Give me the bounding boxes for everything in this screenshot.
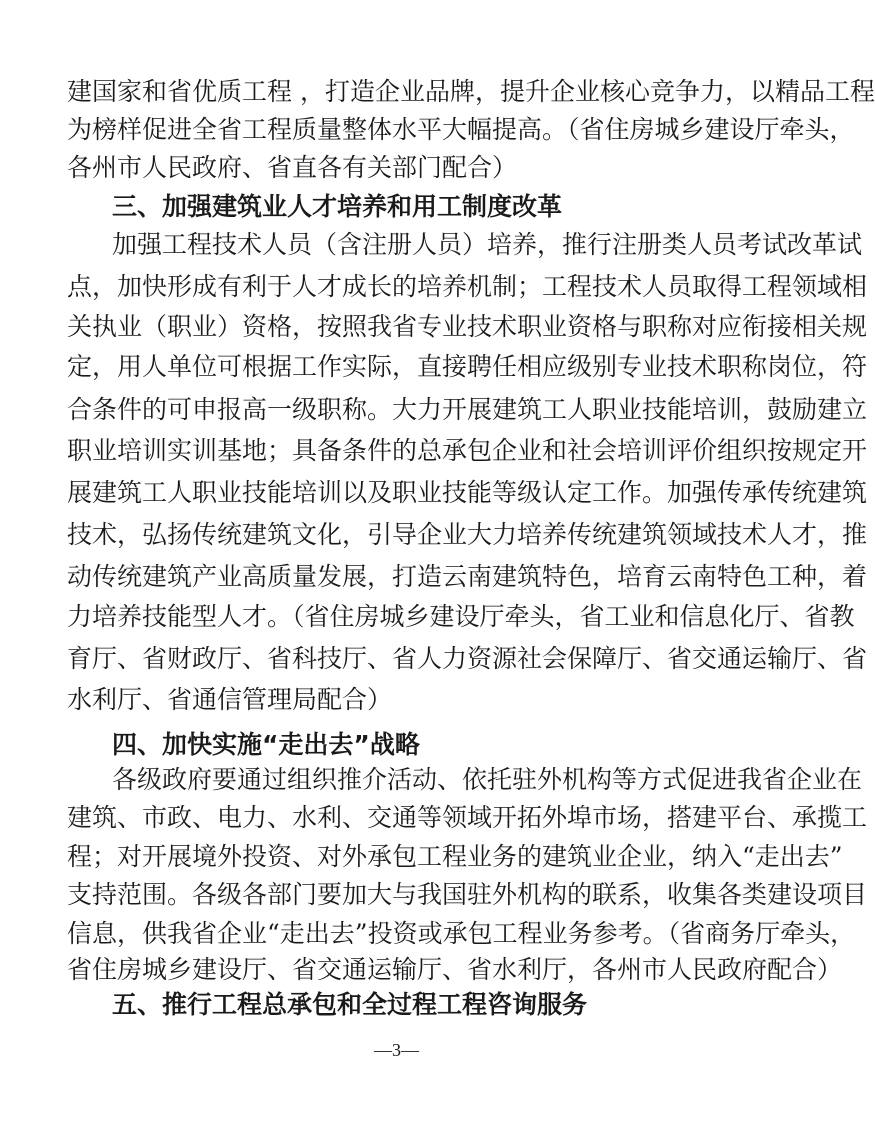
page-number: —3— — [374, 1040, 419, 1060]
paragraph-line: 力培养技能型人才。（省住房城乡建设厅牵头，省工业和信息化厅、省教 — [67, 602, 855, 631]
paragraph-line: 程；对开展境外投资、对外承包工程业务的建筑业企业，纳入“走出去” — [67, 842, 843, 871]
section-heading: 三、加强建筑业人才培养和用工制度改革 — [112, 192, 563, 221]
paragraph-line: 为榜样促进全省工程质量整体水平大幅提高。（省住房城乡建设厅牵头， — [67, 115, 855, 144]
paragraph-line: 定，用人单位可根据工作实际，直接聘任相应级别专业技术职称岗位，符 — [67, 352, 868, 381]
paragraph-line: 加强工程技术人员（含注册人员）培养，推行注册类人员考试改革试 — [112, 230, 863, 259]
paragraph-line: 建国家和省优质工程 ，打造企业品牌，提升企业核心竞争力，以精品工程 — [67, 77, 875, 106]
paragraph-line: 职业培训实训基地；具备条件的总承包企业和社会培训评价组织按规定开 — [67, 436, 868, 465]
paragraph-line: 展建筑工人职业技能培训以及职业技能等级认定工作。加强传承传统建筑 — [67, 478, 868, 507]
paragraph-line: 育厅、省财政厅、省科技厅、省人力资源社会保障厅、省交通运输厅、省 — [67, 644, 868, 673]
paragraph-line: 水利厅、省通信管理局配合） — [67, 685, 393, 714]
paragraph-line: 建筑、市政、电力、水利、交通等领域开拓外埠市场，搭建平台、承揽工 — [67, 803, 868, 832]
section-heading: 五、推行工程总承包和全过程工程咨询服务 — [112, 990, 588, 1019]
paragraph-line: 合条件的可申报高一级职称。大力开展建筑工人职业技能培训，鼓励建立 — [67, 395, 868, 424]
paragraph-line: 关执业（职业）资格，按照我省专业技术职业资格与职称对应衔接相关规 — [67, 312, 868, 341]
paragraph-line: 点，加快形成有利于人才成长的培养机制；工程技术人员取得工程领域相 — [67, 272, 868, 301]
paragraph-line: 技术，弘扬传统建筑文化，引导企业大力培养传统建筑领域技术人才，推 — [67, 520, 868, 549]
paragraph-line: 各州市人民政府、省直各有关部门配合） — [67, 153, 518, 182]
paragraph-line: 信息，供我省企业“走出去”投资或承包工程业务参考。（省商务厅牵头， — [67, 919, 856, 948]
paragraph-line: 省住房城乡建设厅、省交通运输厅、省水利厅，各州市人民政府配合） — [67, 955, 843, 984]
paragraph-line: 动传统建筑产业高质量发展，打造云南建筑特色，培育云南特色工种，着 — [67, 562, 868, 591]
paragraph-line: 支持范围。各级各部门要加大与我国驻外机构的联系，收集各类建设项目 — [67, 880, 868, 909]
section-heading: 四、加快实施“走出去”战略 — [112, 730, 420, 759]
paragraph-line: 各级政府要通过组织推介活动、依托驻外机构等方式促进我省企业在 — [112, 765, 863, 794]
